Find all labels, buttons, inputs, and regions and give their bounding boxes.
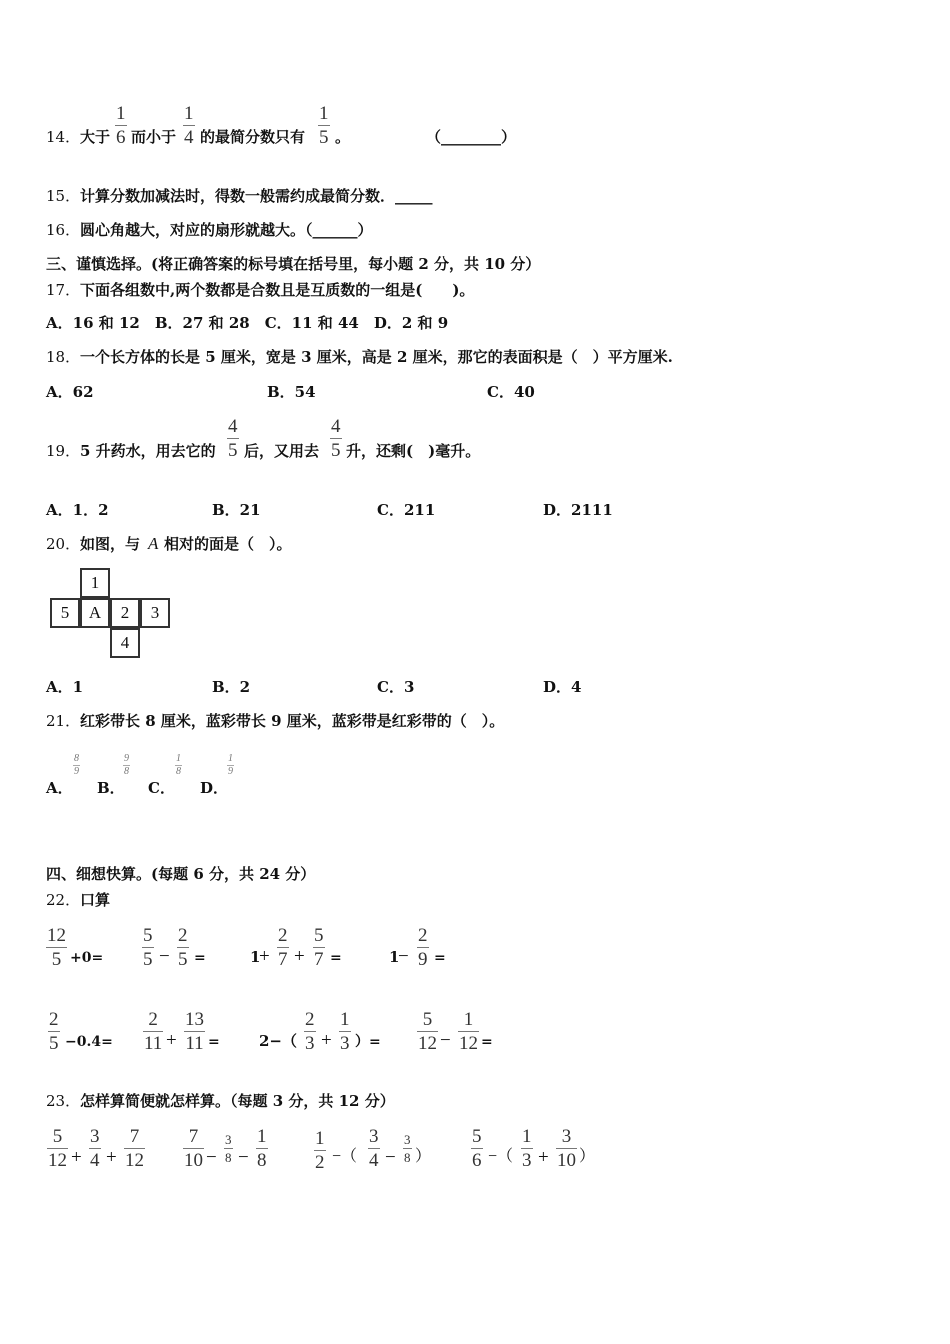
q22-e5-tail: −0.4= — [65, 1034, 113, 1050]
q20-option-a[interactable]: A．1 — [46, 678, 84, 696]
q20-text-1: 如图，与 — [80, 535, 141, 553]
q22-e4-fraction: 2 9 — [418, 925, 428, 970]
q19-text-3: 升，还剩( )毫升。 — [346, 442, 481, 460]
q14-fraction-3: 1 5 — [319, 103, 329, 148]
q18-number: 18． — [46, 348, 81, 366]
q20-letter-a: A — [148, 534, 159, 553]
q20-text-2: 相对的面是（ ）。 — [164, 535, 292, 553]
q14-text-2: 而小于 — [131, 128, 177, 146]
section-3-title: 三、谨慎选择。(将正确答案的标号填在括号里，每小题 2 分，共 10 分） — [46, 255, 541, 273]
q19-option-d[interactable]: D．2111 — [543, 501, 613, 519]
q20-option-b[interactable]: B．2 — [212, 678, 251, 696]
q21-fraction-d: 1 9 — [228, 753, 233, 777]
q19-option-b[interactable]: B．21 — [212, 501, 261, 519]
q14-line — [46, 130, 80, 145]
q21-fraction-b: 9 8 — [124, 753, 129, 777]
q19-fraction-2: 4 5 — [331, 416, 341, 461]
q22-e2-tail: = — [194, 950, 206, 966]
q23-e1-fraction-2: 3 4 — [90, 1126, 100, 1171]
q21-option-b[interactable]: B． — [97, 779, 125, 797]
q23-number: 23． — [46, 1092, 81, 1110]
q21-number: 21． — [46, 712, 81, 730]
q23-e3-close: ） — [415, 1148, 432, 1165]
q22-e3-fraction-1: 2 7 — [278, 925, 288, 970]
q23-e4-fraction-1: 5 6 — [472, 1126, 482, 1171]
q23-e1-operator-2: + — [106, 1147, 117, 1168]
q19-option-a[interactable]: A．1．2 — [46, 501, 109, 519]
q23-e3-fraction-2: 3 4 — [369, 1126, 379, 1171]
q23-e3-fraction-1: 1 2 — [315, 1128, 325, 1173]
q15-number: 15． — [46, 187, 81, 205]
q23-e4-operator-1: −（ — [488, 1148, 514, 1165]
q21-option-d[interactable]: D． — [200, 779, 229, 797]
q23-e1-operator-1: + — [71, 1147, 82, 1168]
q22-e8-fraction-1: 5 12 — [418, 1009, 437, 1054]
net-face-top: 1 — [80, 568, 110, 598]
q22-e1-tail: +0= — [70, 950, 104, 966]
q23-title: 怎样算简便就怎样算。（每题 3 分，共 12 分） — [80, 1092, 395, 1110]
q22-number: 22． — [46, 891, 81, 909]
q23-e4-operator-2: + — [538, 1147, 549, 1168]
q22-e7-lead: 2−（ — [259, 1032, 298, 1050]
q22-e2-operator: − — [159, 946, 170, 967]
q21-option-c[interactable]: C． — [148, 779, 175, 797]
q14-fraction-1: 1 6 — [116, 103, 126, 148]
net-face-right-1: 2 — [110, 598, 140, 628]
q18-option-a[interactable]: A．62 — [46, 383, 94, 401]
q23-e2-fraction-2: 3 8 — [225, 1132, 232, 1165]
q22-e6-operator: + — [166, 1030, 177, 1051]
q22-e7-fraction-2: 1 3 — [340, 1009, 350, 1054]
q22-e7-fraction-1: 2 3 — [305, 1009, 315, 1054]
q22-e1-fraction: 12 5 — [47, 925, 66, 970]
q22-e5-fraction: 2 5 — [49, 1009, 59, 1054]
q19-fraction-1: 4 5 — [228, 416, 238, 461]
q23-e4-close: ） — [579, 1148, 596, 1165]
q14-text-4: 。 — [335, 128, 351, 146]
q22-e4-operator: − — [398, 946, 409, 967]
q14-number: 14． — [46, 128, 81, 146]
net-face-right-2: 3 — [140, 598, 170, 628]
q22-e7-operator: + — [321, 1030, 332, 1051]
q21-text: 红彩带长 8 厘米，蓝彩带长 9 厘米，蓝彩带是红彩带的（ ）。 — [80, 712, 505, 730]
q18-option-c[interactable]: C．40 — [487, 383, 535, 401]
q22-e2-fraction-2: 2 5 — [178, 925, 188, 970]
q23-e1-fraction-1: 5 12 — [48, 1126, 67, 1171]
q14-answer-blank[interactable]: （________） — [426, 128, 517, 146]
net-face-left: 5 — [50, 598, 80, 628]
q23-e4-fraction-3: 3 10 — [557, 1126, 576, 1171]
q17-options: A．16 和 12 B．27 和 28 C．11 和 44 D．2 和 9 — [46, 314, 449, 332]
q23-e2-fraction-1: 7 10 — [184, 1126, 203, 1171]
q22-e8-tail: = — [481, 1034, 493, 1050]
q19-text-1: 5 升药水，用去它的 — [80, 442, 216, 460]
q22-e2-fraction-1: 5 5 — [143, 925, 153, 970]
q15-text: 计算分数加减法时，得数一般需约成最简分数．_____ — [80, 187, 433, 205]
q21-option-a[interactable]: A． — [46, 779, 73, 797]
q22-e3-tail: = — [330, 950, 342, 966]
q19-option-c[interactable]: C．211 — [377, 501, 436, 519]
q23-e2-operator-1: − — [206, 1147, 217, 1168]
q17-text: 下面各组数中,两个数都是合数且是互质数的一组是( )。 — [80, 281, 475, 299]
q18-option-b[interactable]: B．54 — [267, 383, 316, 401]
q22-e8-operator: − — [440, 1030, 451, 1051]
q21-fraction-a: 8 9 — [74, 753, 79, 777]
q14-fraction-2: 1 4 — [184, 103, 194, 148]
q20-option-d[interactable]: D．4 — [543, 678, 582, 696]
q23-e4-fraction-2: 1 3 — [522, 1126, 532, 1171]
q23-e1-fraction-3: 7 12 — [125, 1126, 144, 1171]
q23-e2-operator-2: − — [238, 1147, 249, 1168]
q22-title: 口算 — [80, 891, 111, 909]
q20-number: 20． — [46, 535, 81, 553]
q22-e3-lead: 1 — [250, 948, 261, 966]
q22-e3-operator-1: + — [259, 946, 270, 967]
q21-fraction-c: 1 8 — [176, 753, 181, 777]
q23-e3-fraction-3: 3 8 — [404, 1132, 411, 1165]
q20-option-c[interactable]: C．3 — [377, 678, 415, 696]
q22-e6-fraction-1: 2 11 — [144, 1009, 163, 1054]
q23-e3-operator-1: −（ — [332, 1148, 358, 1165]
q14-text-1: 大于 — [80, 128, 111, 146]
q22-e4-lead: 1 — [389, 948, 400, 966]
q19-text-2: 后，又用去 — [244, 442, 320, 460]
q19-number: 19． — [46, 442, 81, 460]
section-4-title: 四、细想快算。(每题 6 分，共 24 分） — [46, 865, 316, 883]
q22-e7-tail: ）= — [355, 1034, 381, 1050]
q22-e6-tail: = — [208, 1034, 220, 1050]
net-face-center: A — [80, 598, 110, 628]
q14-text-3: 的最简分数只有 — [200, 128, 306, 146]
q22-e4-tail: = — [434, 950, 446, 966]
q23-e3-operator-2: − — [385, 1147, 396, 1168]
q22-e8-fraction-2: 1 12 — [459, 1009, 478, 1054]
q22-e3-fraction-2: 5 7 — [314, 925, 324, 970]
net-face-bottom: 4 — [110, 628, 140, 658]
q23-e2-fraction-3: 1 8 — [257, 1126, 267, 1171]
q16-text: 圆心角越大，对应的扇形就越大。（______） — [80, 221, 373, 239]
q16-number: 16． — [46, 221, 81, 239]
q18-text: 一个长方体的长是 5 厘米，宽是 3 厘米，高是 2 厘米，那它的表面积是（ ）平方厘米. — [80, 348, 673, 366]
q22-e3-operator-2: + — [294, 946, 305, 967]
q22-e6-fraction-2: 13 11 — [185, 1009, 204, 1054]
q17-number: 17． — [46, 281, 81, 299]
